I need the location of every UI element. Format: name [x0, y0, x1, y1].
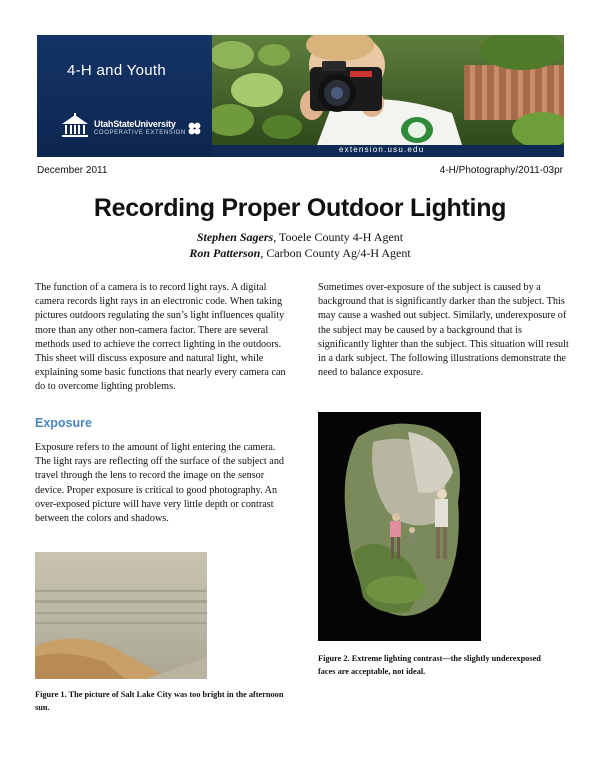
four-h-clover-icon	[187, 121, 202, 136]
figure-2-caption: Figure 2. Extreme lighting contrast—the slightly underexposed faces are acceptable, not ideal.	[318, 654, 541, 676]
author-line-1	[0, 230, 600, 245]
exposure-paragraph: Exposure refers to the amount of light entering the camera. The light rays are reflecting off the surface of the subject and travel through the lens to record the image on the sensor device. Proper exposure is critical to good photography. An over-exposed picture will have very little depth or contrast between the colors and shadows.	[35, 442, 285, 525]
author-line-2	[0, 246, 600, 261]
publication-code: 4-H/Photography/2011-03pr	[439, 165, 563, 176]
figure-1-caption: Figure 1. The picture of Salt Lake City was too bright in the afternoon sun.	[35, 690, 284, 712]
publication-date: December 2011	[37, 165, 108, 176]
header-banner	[37, 35, 564, 157]
usu-building-logo-icon	[59, 113, 91, 139]
website-url[interactable]: extension.usu.edu	[339, 145, 425, 154]
figure-2-contrast-photo	[318, 412, 481, 641]
banner-photo-child-with-camera	[212, 35, 564, 145]
page-title: Recording Proper Outdoor Lighting	[93, 194, 507, 222]
background-exposure-paragraph: Sometimes over-exposure of the subject is caused by a background that is significantly darker than the subject. This may cause a washed out subject. Similarly, underexposure of the subject may be caused by a background that is significantly lighter than the subject. This situation will result in a dark subject. The following illustrations demonstrate the need to balance exposure.	[318, 282, 569, 379]
brand-panel	[37, 35, 212, 157]
author-name-1: Stephen Sagers	[196, 230, 274, 244]
program-title: 4-H and Youth	[67, 62, 166, 79]
author-role-1: , Tooele County 4-H Agent	[273, 230, 404, 244]
university-name: UtahStateUniversity	[94, 119, 176, 129]
university-subtitle: COOPERATIVE EXTENSION	[94, 130, 186, 136]
figure-1-salt-lake-city-photo	[35, 552, 207, 679]
author-role-2: , Carbon County Ag/4-H Agent	[260, 246, 411, 260]
author-name-2: Ron Patterson	[189, 246, 261, 260]
intro-paragraph: The function of a camera is to record light rays. A digital camera records light rays in an electronic code. When taking pictures outdoors regulating the sun’s light influences quality more than any other non-camera factor. There are several methods used to achieve the correct lighting in the outdoors. This sheet will discuss exposure and natural light, while explaining some basic functions that nearly every camera can do to overcome lighting problems.	[35, 282, 286, 393]
exposure-heading: Exposure	[35, 416, 92, 430]
